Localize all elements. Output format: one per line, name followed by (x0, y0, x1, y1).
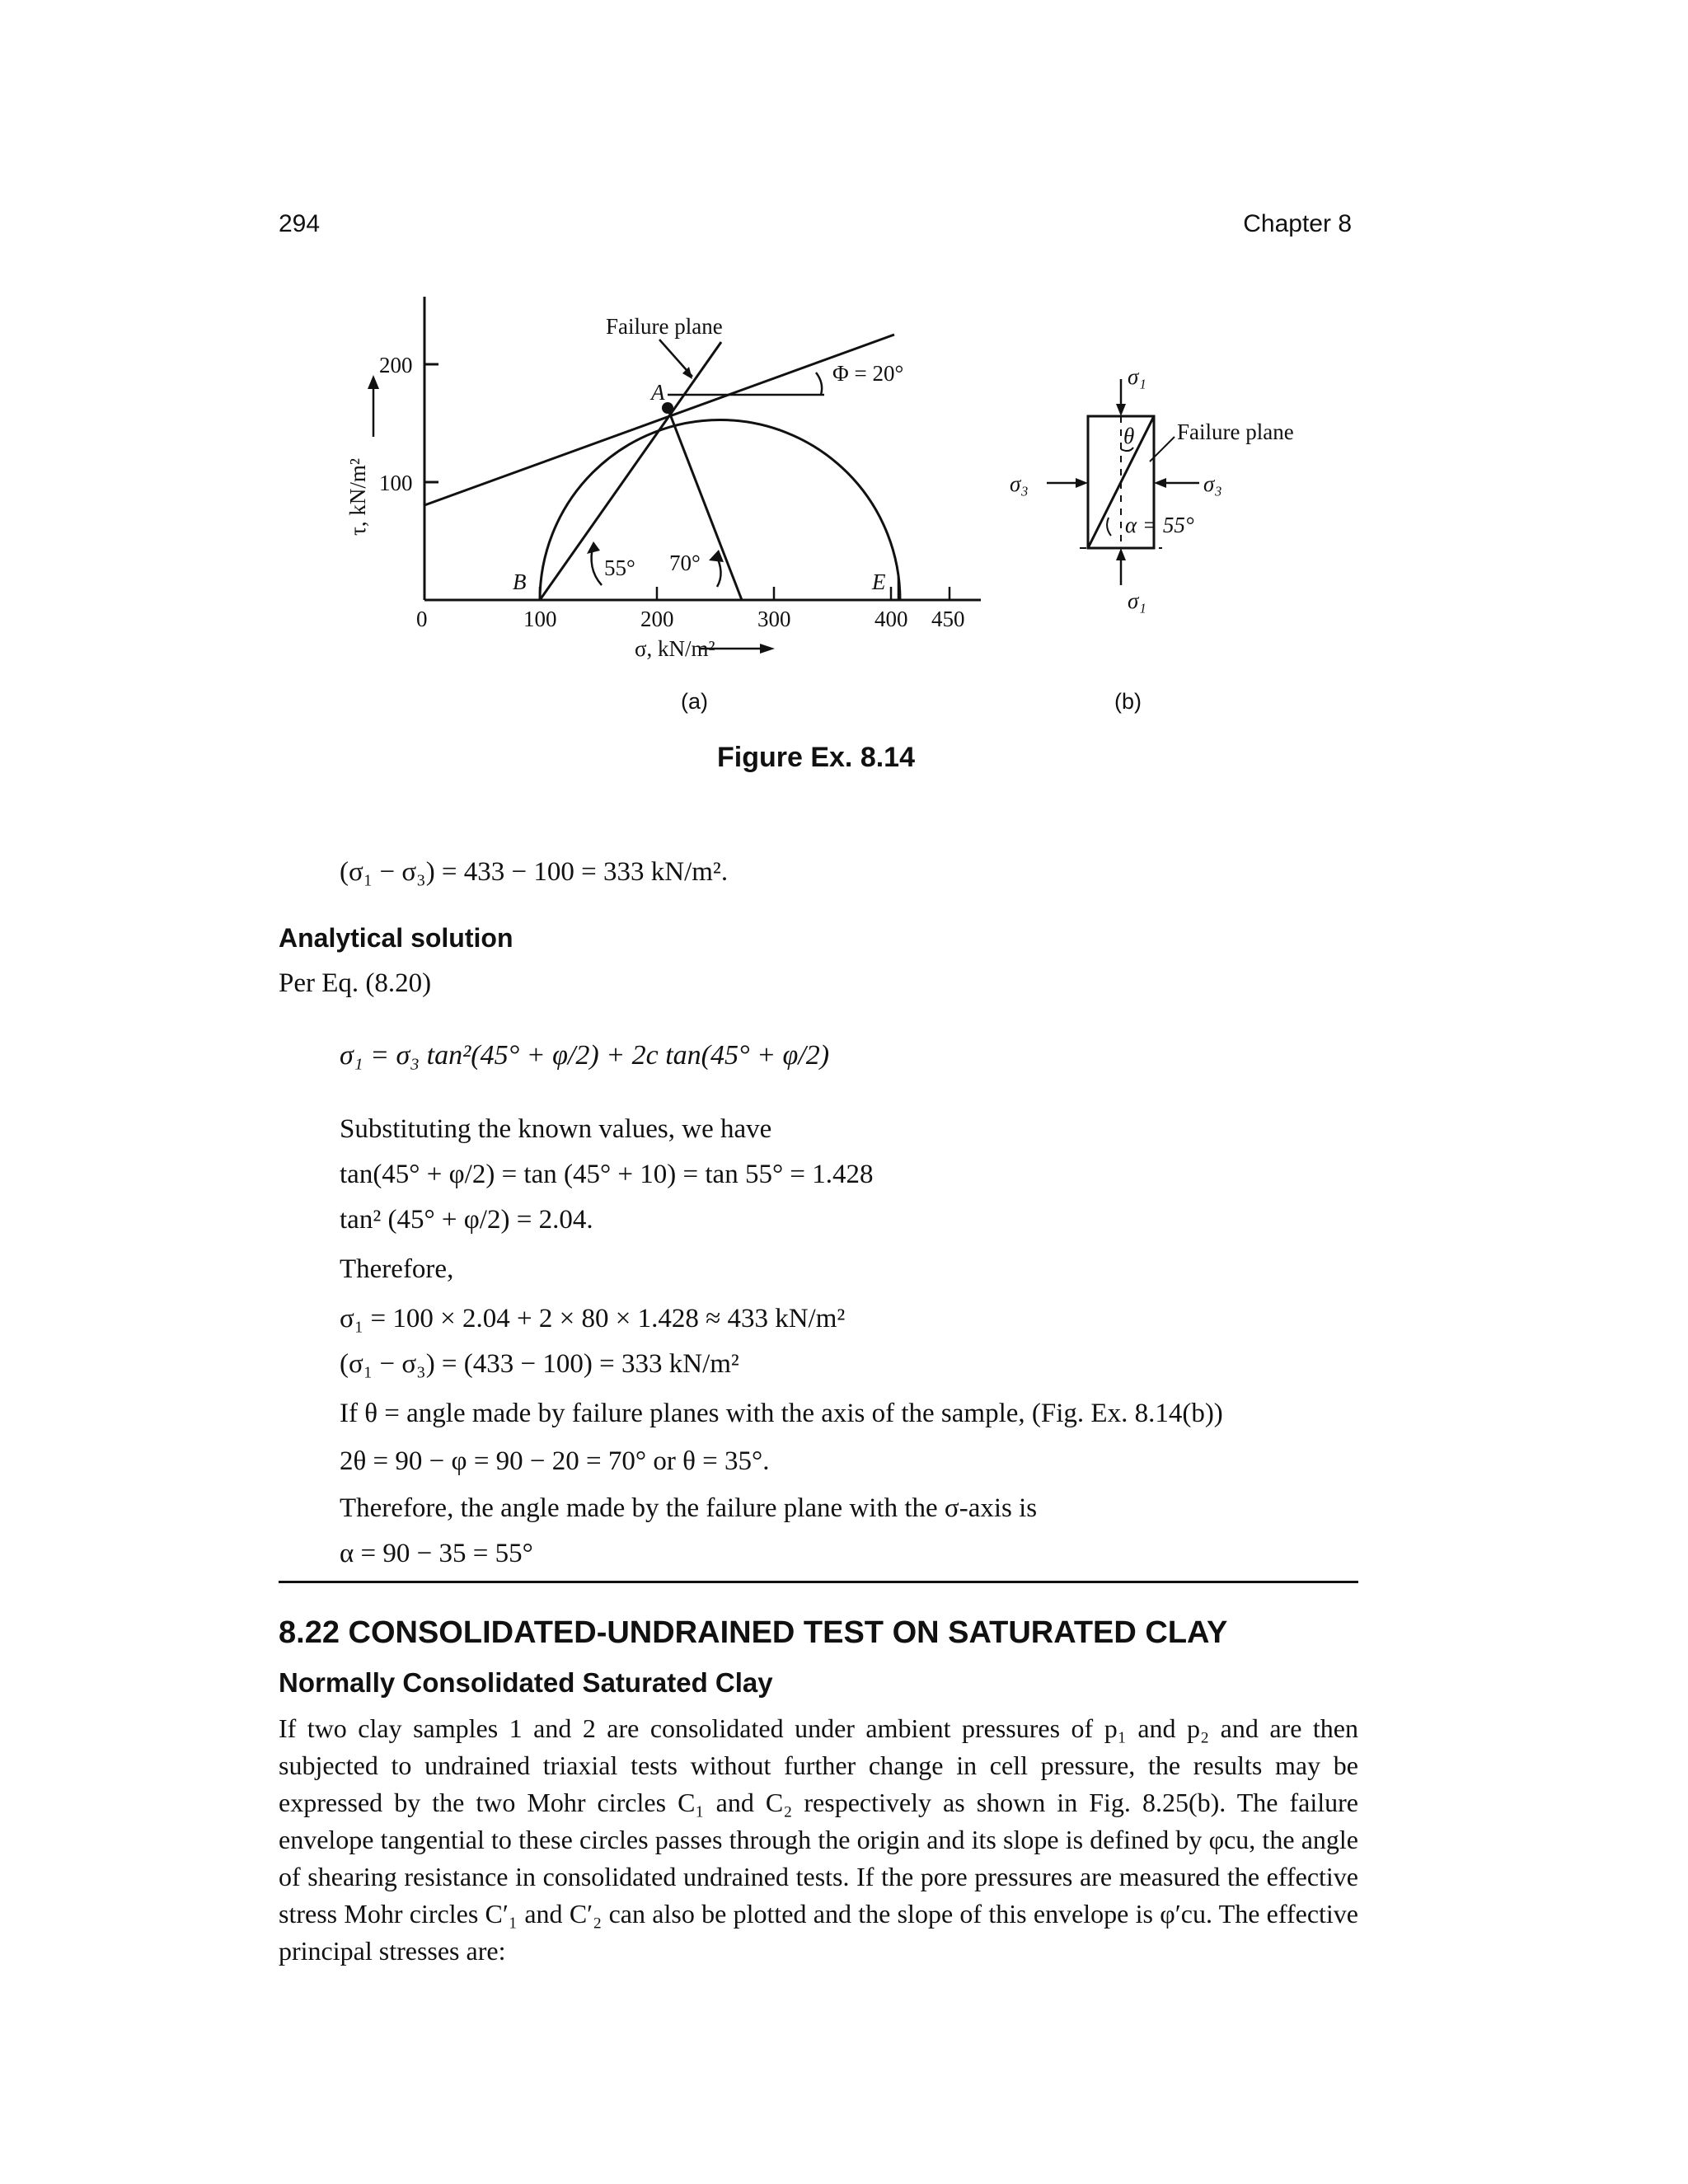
section-title: 8.22 CONSOLIDATED-UNDRAINED TEST ON SATURATED CLAY (279, 1615, 1228, 1650)
analytical-heading: Analytical solution (279, 923, 513, 953)
point-b-label: B (513, 569, 527, 594)
per-eq: Per Eq. (8.20) (279, 968, 432, 998)
phi-label: Φ = 20° (832, 361, 904, 386)
failure-plane-label-b: Failure plane (1177, 419, 1294, 444)
page-number: 294 (279, 210, 321, 237)
theta-label: θ (1123, 424, 1135, 448)
angle-55-label: 55° (604, 555, 635, 580)
panel-b-label: (b) (1114, 689, 1142, 714)
sigma1-calc: σ₁ = 100 × 2.04 + 2 × 80 × 1.428 ≈ 433 kN/m² (340, 1304, 846, 1333)
sigma3-right: σ₃ (1203, 471, 1222, 496)
x-tick-300: 300 (757, 607, 791, 631)
sigma1-top: σ₁ (1128, 364, 1146, 389)
alpha-calc: α = 90 − 35 = 55° (340, 1539, 533, 1568)
diff-calc: (σ₁ − σ₃) = (433 − 100) = 333 kN/m² (340, 1349, 739, 1379)
line-tan: tan(45° + φ/2) = tan (45° + 10) = tan 55° = 1.428 (340, 1160, 874, 1189)
alpha-label: α = 55° (1125, 513, 1194, 537)
y-axis-label: τ, kN/m² (345, 458, 370, 536)
angle-70-label: 70° (669, 551, 701, 575)
sigma3-left: σ₃ (1010, 471, 1029, 496)
y-tick-200: 200 (379, 353, 413, 377)
y-tick-100: 100 (379, 471, 413, 495)
two-theta: 2θ = 90 − φ = 90 − 20 = 70° or θ = 35°. (340, 1446, 770, 1476)
line-tan2: tan² (45° + φ/2) = 2.04. (340, 1205, 593, 1235)
x-tick-200: 200 (640, 607, 674, 631)
failure-plane-label-a: Failure plane (606, 314, 723, 339)
failure-envelope (424, 335, 894, 505)
panel-a-label: (a) (681, 689, 708, 714)
therefore-1: Therefore, (340, 1254, 454, 1284)
x-tick-0: 0 (416, 607, 428, 631)
section-rule (279, 1581, 1358, 1583)
point-e-label: E (872, 569, 886, 594)
figure-caption: Figure Ex. 8.14 (717, 742, 915, 773)
theta-definition: If θ = angle made by failure planes with the axis of the sample, (Fig. Ex. 8.14(b)) (340, 1399, 1223, 1428)
figure-ex-8-14 (0, 0, 1688, 824)
x-tick-450: 450 (931, 607, 965, 631)
substituting: Substituting the known values, we have (340, 1114, 772, 1144)
sigma1-bottom: σ₁ (1128, 588, 1146, 613)
main-equation: σ₁ = σ₃ tan²(45° + φ/2) + 2c tan(45° + φ/2) (340, 1040, 830, 1071)
x-axis-label: σ, kN/m² (635, 636, 715, 661)
x-tick-400: 400 (874, 607, 908, 631)
point-a-label: A (651, 380, 665, 405)
therefore-2: Therefore, the angle made by the failure plane with the σ-axis is (340, 1493, 1038, 1523)
eq-diff-top: (σ₁ − σ₃) = 433 − 100 = 333 kN/m². (340, 857, 729, 887)
section-subtitle: Normally Consolidated Saturated Clay (279, 1667, 773, 1698)
section-paragraph: If two clay samples 1 and 2 are consolidated under ambient pressures of p₁ and p₂ and are then subjected to undrained triaxial tests without further change in cell pressure, the results may be expressed by the two Mohr circles C₁ and C₂ respectively as shown in Fig. 8.25(b). The failure envelope tangential to these circles passes through the origin and its slope is defined by φcu, the angle of shearing resistance in consolidated undrained tests. If the pore pressures are measured the effective stress Mohr circles C′₁ and C′₂ can also be plotted and the slope of this envelope is φ′cu. The effective principal stresses are: (279, 1713, 1358, 1966)
chapter-label: Chapter 8 (1243, 210, 1352, 237)
x-tick-100: 100 (523, 607, 557, 631)
